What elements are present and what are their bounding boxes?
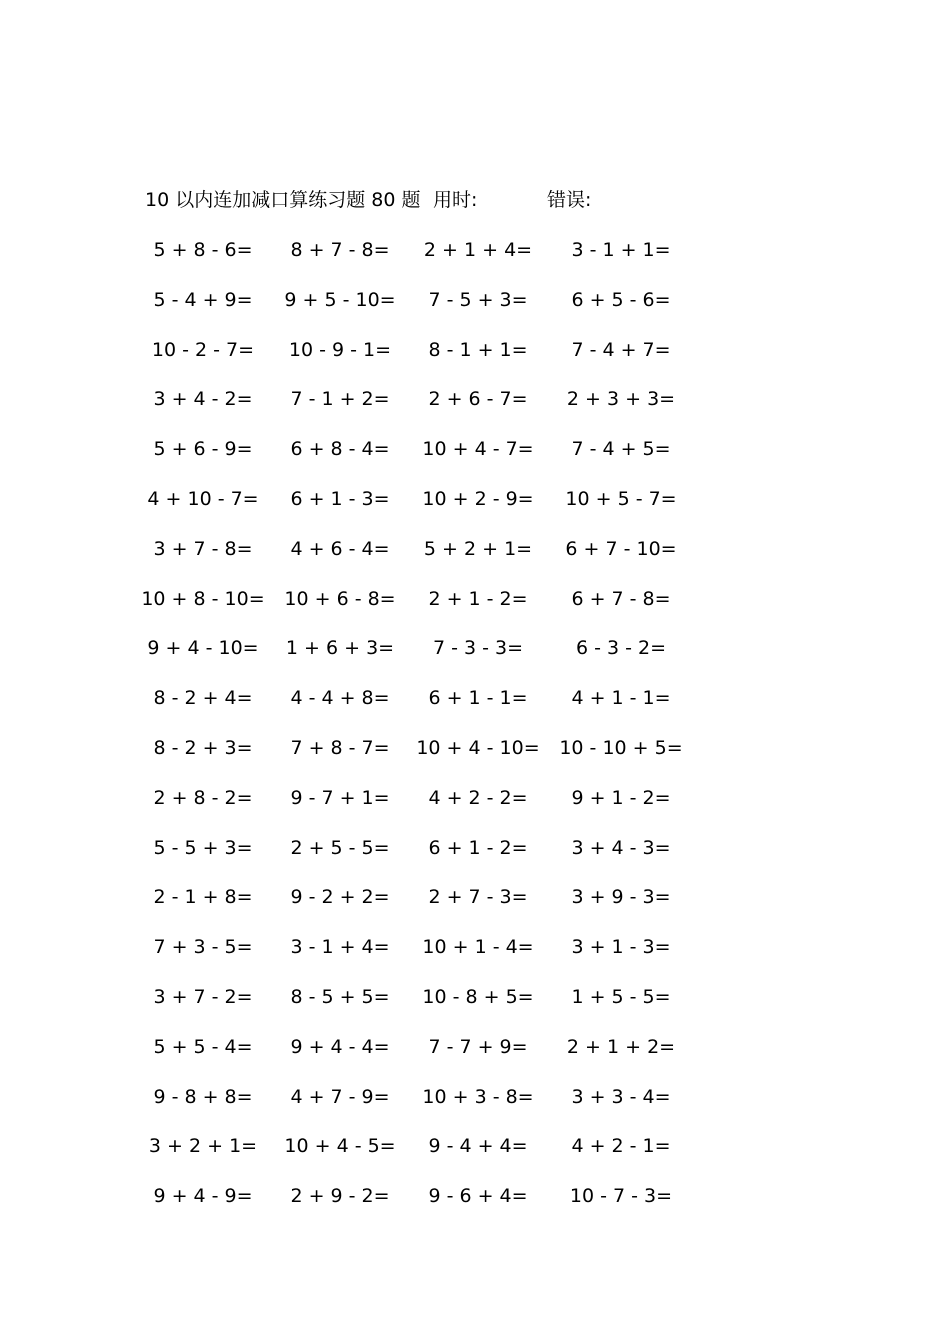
math-problem: 4 + 6 - 4= — [290, 537, 390, 560]
problem-grid — [0, 236, 950, 1232]
math-problem: 2 + 7 - 3= — [428, 886, 528, 909]
math-problem: 10 + 6 - 8= — [284, 587, 396, 610]
math-problem: 2 + 8 - 2= — [153, 786, 253, 809]
errors-label: 错误: — [547, 189, 592, 211]
problem-row — [0, 1083, 950, 1133]
math-problem: 4 + 1 - 1= — [571, 687, 671, 710]
math-problem: 9 + 4 - 10= — [147, 637, 259, 660]
math-problem: 2 + 1 + 4= — [423, 239, 533, 261]
math-problem: 7 - 5 + 3= — [428, 288, 528, 311]
math-problem: 3 + 3 - 4= — [571, 1085, 671, 1108]
math-problem: 10 - 7 - 3= — [569, 1185, 673, 1208]
math-problem: 5 + 8 - 6= — [153, 239, 253, 261]
math-problem: 10 + 4 - 10= — [416, 736, 540, 759]
math-problem: 2 + 3 + 3= — [566, 388, 676, 411]
problem-row — [0, 1033, 950, 1083]
math-problem: 1 + 6 + 3= — [285, 637, 395, 660]
problem-row — [0, 435, 950, 485]
math-problem: 6 + 8 - 4= — [290, 438, 390, 461]
math-problem: 10 + 8 - 10= — [141, 587, 265, 610]
math-problem: 6 + 1 - 1= — [428, 687, 528, 710]
problem-row — [0, 634, 950, 684]
math-problem: 8 - 1 + 1= — [428, 338, 528, 361]
math-problem: 10 - 8 + 5= — [422, 985, 534, 1008]
problem-row — [0, 883, 950, 933]
math-problem: 7 + 3 - 5= — [153, 936, 253, 959]
math-problem: 3 + 7 - 2= — [153, 985, 253, 1008]
problem-row — [0, 834, 950, 884]
problem-row — [0, 585, 950, 635]
math-problem: 3 + 7 - 8= — [153, 537, 253, 560]
math-problem: 6 + 5 - 6= — [571, 288, 671, 311]
math-problem: 7 + 8 - 7= — [290, 736, 390, 759]
math-problem: 6 + 1 - 3= — [290, 487, 390, 510]
math-problem: 1 + 5 - 5= — [571, 985, 671, 1008]
problem-row — [0, 535, 950, 585]
math-problem: 10 + 5 - 7= — [565, 487, 677, 510]
math-problem: 6 + 7 - 8= — [571, 587, 671, 610]
math-problem: 9 - 7 + 1= — [290, 786, 390, 809]
math-problem: 10 + 4 - 5= — [284, 1135, 396, 1158]
problem-row — [0, 734, 950, 784]
math-problem: 9 - 4 + 4= — [428, 1135, 528, 1158]
problem-row — [0, 485, 950, 535]
problem-row — [0, 385, 950, 435]
problem-row — [0, 784, 950, 834]
math-problem: 5 + 2 + 1= — [423, 537, 533, 560]
problem-row — [0, 1182, 950, 1232]
math-problem: 5 + 5 - 4= — [153, 1035, 253, 1058]
worksheet-header — [145, 186, 705, 214]
problem-row — [0, 933, 950, 983]
math-problem: 2 + 5 - 5= — [290, 836, 390, 859]
math-problem: 9 - 2 + 2= — [290, 886, 390, 909]
time-used-label: 用时: — [433, 189, 478, 211]
math-problem: 10 - 10 + 5= — [559, 736, 683, 759]
math-problem: 5 + 6 - 9= — [153, 438, 253, 461]
math-problem: 2 + 1 + 2= — [566, 1035, 676, 1058]
math-problem: 4 + 2 - 2= — [428, 786, 528, 809]
math-problem: 5 - 4 + 9= — [153, 288, 253, 311]
math-problem: 10 + 2 - 9= — [422, 487, 534, 510]
problem-row — [0, 336, 950, 386]
math-problem: 5 - 5 + 3= — [153, 836, 253, 859]
problem-row — [0, 236, 950, 286]
math-problem: 4 + 7 - 9= — [290, 1085, 390, 1108]
math-problem: 9 + 4 - 9= — [153, 1185, 253, 1208]
math-problem: 2 + 9 - 2= — [290, 1185, 390, 1208]
math-problem: 8 - 2 + 4= — [153, 687, 253, 710]
math-problem: 3 + 4 - 2= — [153, 388, 253, 411]
math-problem: 4 - 4 + 8= — [290, 687, 390, 710]
math-problem: 3 - 1 + 4= — [290, 936, 390, 959]
math-problem: 10 + 4 - 7= — [422, 438, 534, 461]
math-problem: 7 - 1 + 2= — [290, 388, 390, 411]
math-problem: 4 + 10 - 7= — [147, 487, 259, 510]
math-problem: 7 - 4 + 7= — [571, 338, 671, 361]
math-problem: 3 - 1 + 1= — [571, 239, 671, 261]
problem-row — [0, 983, 950, 1033]
math-problem: 7 - 4 + 5= — [571, 438, 671, 461]
math-problem: 10 + 1 - 4= — [422, 936, 534, 959]
worksheet-title: 10 以内连加减口算练习题 80 题 — [145, 189, 421, 211]
math-problem: 9 - 6 + 4= — [428, 1185, 528, 1208]
math-problem: 4 + 2 - 1= — [571, 1135, 671, 1158]
math-problem: 9 + 5 - 10= — [284, 288, 396, 311]
math-problem: 3 + 9 - 3= — [571, 886, 671, 909]
math-problem: 9 - 8 + 8= — [153, 1085, 253, 1108]
math-problem: 6 + 7 - 10= — [565, 537, 677, 560]
math-problem: 3 + 2 + 1= — [148, 1135, 258, 1158]
math-problem: 10 - 9 - 1= — [288, 338, 392, 361]
math-problem: 10 + 3 - 8= — [422, 1085, 534, 1108]
math-problem: 3 + 1 - 3= — [571, 936, 671, 959]
math-problem: 9 + 1 - 2= — [571, 786, 671, 809]
math-problem: 8 + 7 - 8= — [290, 239, 390, 261]
math-problem: 2 + 1 - 2= — [428, 587, 528, 610]
math-problem: 7 - 3 - 3= — [432, 637, 524, 660]
math-problem: 7 - 7 + 9= — [428, 1035, 528, 1058]
math-problem: 10 - 2 - 7= — [151, 338, 255, 361]
problem-row — [0, 1132, 950, 1182]
math-problem: 9 + 4 - 4= — [290, 1035, 390, 1058]
math-problem: 6 - 3 - 2= — [575, 637, 667, 660]
math-problem: 2 - 1 + 8= — [153, 886, 253, 909]
math-problem: 6 + 1 - 2= — [428, 836, 528, 859]
math-problem: 3 + 4 - 3= — [571, 836, 671, 859]
math-problem: 8 - 2 + 3= — [153, 736, 253, 759]
problem-row — [0, 684, 950, 734]
problem-row — [0, 286, 950, 336]
math-problem: 8 - 5 + 5= — [290, 985, 390, 1008]
math-problem: 2 + 6 - 7= — [428, 388, 528, 411]
